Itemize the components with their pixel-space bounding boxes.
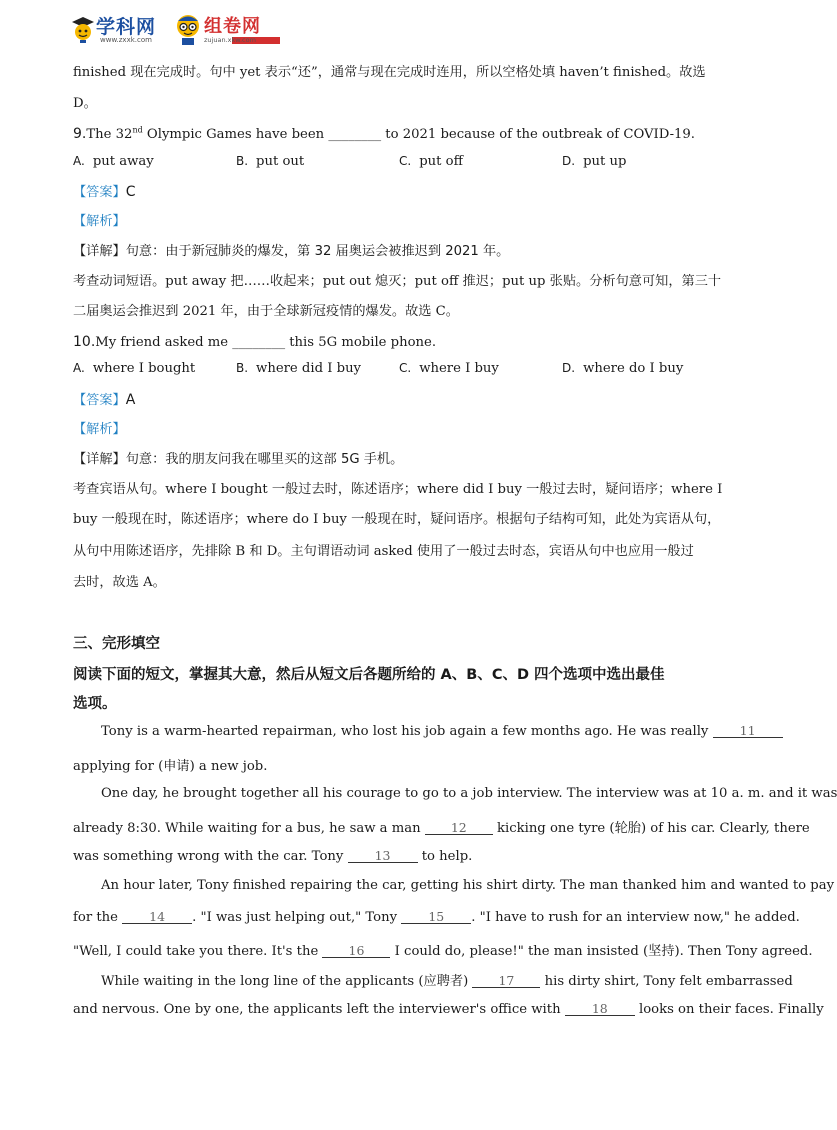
q10-option-c[interactable]: C. where I buy [399, 361, 499, 376]
zxxk-logo [70, 12, 170, 48]
passage-line-6: An hour later, Tony finished repairing the car, getting his shirt dirty. The man thanked him and wanted to pay [101, 878, 835, 893]
blank-18[interactable]: 18 [565, 1001, 635, 1016]
blank-15[interactable]: 15 [401, 909, 471, 924]
blank-13[interactable]: 13 [348, 848, 418, 863]
q10-stem-text: My friend asked me ________ this 5G mobile phone. [95, 335, 437, 350]
passage-line-4: already 8:30. While waiting for a bus, he saw a man 12 kicking one tyre (轮胎) of his car. Clearly, there [73, 820, 810, 836]
section-instruction-line-2: 选项。 [73, 696, 117, 712]
zxxk-logo-text: 学科网 [96, 16, 157, 38]
prev-explain-line-1: finished 现在完成时。句中 yet 表示“还”，通常与现在完成时连用，所以空格处填 haven’t finished。故选 [73, 65, 706, 80]
q9-detail [73, 242, 509, 262]
blank-14[interactable]: 14 [122, 909, 192, 924]
q10-explain-line-2: buy 一般现在时，陈述语序；where do I buy 一般现在时，疑问语序。根据句子结构可知，此处为宾语从句， [73, 512, 721, 527]
q10-number: 10. [73, 334, 96, 350]
passage-line-3: One day, he brought together all his courage to go to a job interview. The interview was at 10 a. m. and it was [101, 786, 837, 801]
q10-option-b[interactable]: B. where did I buy [236, 361, 362, 376]
q9-stem [73, 124, 695, 145]
q10-option-d[interactable]: D. where do I buy [562, 361, 684, 376]
passage-line-5: was something wrong with the car. Tony 13 to help. [73, 848, 473, 864]
q9-detail-text: 句意：由于新冠肺炎的爆发，第 32 届奥运会被推迟到 2021 年。 [125, 244, 510, 259]
q9-detail-tag: 【详解】 [73, 244, 126, 259]
blank-17[interactable]: 17 [472, 973, 540, 988]
blank-12[interactable]: 12 [425, 820, 493, 835]
q10-answer-value: A [125, 392, 136, 408]
q9-answer [73, 182, 136, 203]
q9-option-c[interactable]: C. put off [399, 154, 463, 169]
q9-option-d[interactable]: D. put up [562, 154, 627, 169]
zujuan-logo-text: 组卷网 [204, 16, 261, 37]
q10-detail-text: 句意：我的朋友问我在哪里买的这部 5G 手机。 [125, 452, 404, 467]
zujuan-logo-url: zujuan.xkw.com [204, 36, 256, 44]
q9-number: 9. [73, 126, 87, 142]
blank-11[interactable]: 11 [713, 723, 783, 738]
section-instruction-line-1: 阅读下面的短文，掌握其大意，然后从短文后各题所给的 A、B、C、D 四个选项中选出最佳 [73, 667, 665, 683]
glasses-mascot-icon [174, 12, 202, 46]
q9-answer-value: C [125, 184, 136, 200]
graduate-mascot-icon [70, 14, 96, 44]
passage-line-2: applying for (申请) a new job. [73, 759, 268, 774]
prev-explain-line-2: D。 [73, 96, 97, 111]
q9-stem-b: Olympic Games have been ________ to 2021 because of the outbreak of COVID-19. [142, 127, 696, 142]
q10-explain-line-4: 去时，故选 A。 [73, 575, 166, 590]
q9-stem-sup: nd [132, 125, 143, 135]
q9-analysis [73, 212, 126, 232]
q10-detail-tag: 【详解】 [73, 452, 126, 467]
zxxk-logo-url: www.zxxk.com [100, 36, 152, 44]
q9-answer-tag: 【答案】 [73, 185, 126, 200]
q9-options [73, 154, 733, 174]
q10-detail [73, 450, 403, 470]
q9-explain-line-2: 二届奥运会推迟到 2021 年，由于全球新冠疫情的爆发。故选 C。 [73, 304, 459, 319]
q10-explain-line-1: 考查宾语从句。where I bought 一般过去时，陈述语序；where did I buy 一般过去时，疑问语序；where I [73, 482, 723, 497]
passage-line-10: and nervous. One by one, the applicants left the interviewer's office with 18 looks on their faces. Finally [73, 1001, 824, 1017]
q10-options [73, 361, 733, 381]
q10-answer [73, 390, 135, 411]
q10-analysis-tag: 【解析】 [73, 422, 126, 437]
zujuan-logo [174, 12, 304, 48]
q10-stem [73, 332, 436, 353]
q9-explain-line-1: 考查动词短语。put away 把……收起来；put out 熄灭；put off 推迟；put up 张贴。分析句意可知，第三十 [73, 274, 722, 289]
passage-line-7: for the 14 . "I was just helping out," Tony 15 . "I have to rush for an interview now," he added. [73, 909, 800, 925]
q10-analysis [73, 420, 126, 440]
q9-stem-a: The 32 [86, 127, 133, 142]
page-header [70, 10, 330, 50]
q10-explain-line-3: 从句中用陈述语序，先排除 B 和 D。主句谓语动词 asked 使用了一般过去时态，宾语从句中也应用一般过 [73, 544, 694, 559]
q10-answer-tag: 【答案】 [73, 393, 126, 408]
q9-option-b[interactable]: B. put out [236, 154, 305, 169]
q10-option-a[interactable]: A. where I bought [73, 361, 196, 376]
passage-line-8: "Well, I could take you there. It's the 16 I could do, please!" the man insisted (坚持). Then Tony agreed. [73, 943, 813, 959]
q9-option-a[interactable]: A. put away [73, 154, 154, 169]
q9-analysis-tag: 【解析】 [73, 214, 126, 229]
blank-16[interactable]: 16 [322, 943, 390, 958]
passage-line-1: Tony is a warm-hearted repairman, who lost his job again a few months ago. He was really 11 [101, 723, 783, 739]
section-title: 三、完形填空 [73, 636, 160, 652]
passage-line-9: While waiting in the long line of the applicants (应聘者) 17 his dirty shirt, Tony felt embarrassed [101, 973, 793, 989]
